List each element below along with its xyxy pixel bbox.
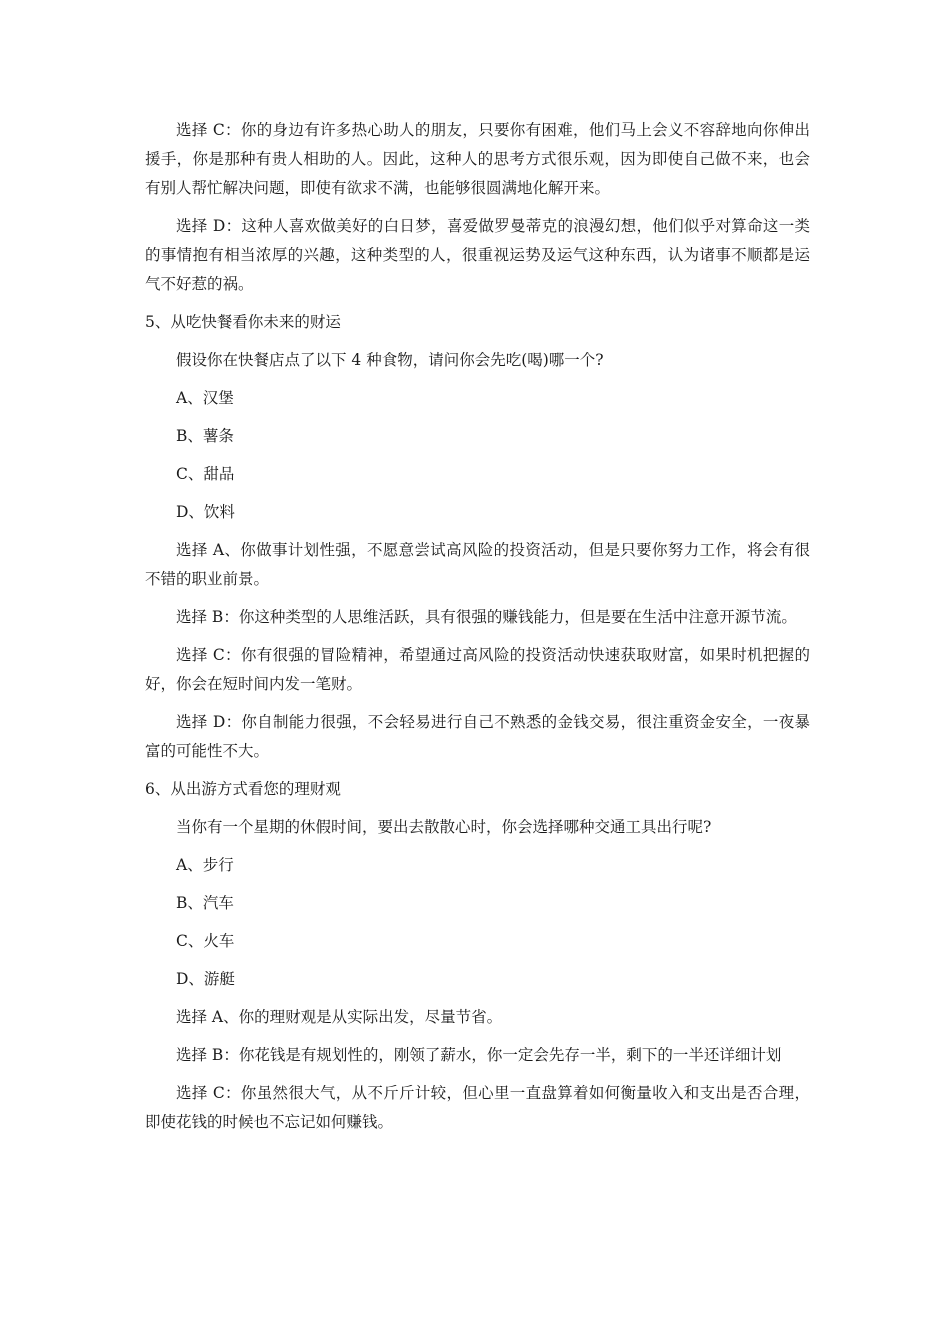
section6-result-a: 选择 A、你的理财观是从实际出发，尽量节省。 — [176, 1008, 503, 1026]
section6-question: 当你有一个星期的休假时间，要出去散散心时，你会选择哪种交通工具出行呢? — [176, 818, 712, 836]
section6-result-c: 选择 C：你虽然很大气，从不斤斤计较，但心里一直盘算着如何衡量收入和支出是否合理，即使花钱的时候也不忘记如何赚钱。 — [145, 1084, 810, 1131]
section6-result-b: 选择 B：你花钱是有规划性的，刚领了薪水，你一定会先存一半，剩下的一半还详细计划 — [176, 1046, 782, 1064]
section6-option-b: B、汽车 — [176, 894, 234, 912]
section4-choice-d: 选择 D：这种人喜欢做美好的白日梦，喜爱做罗曼蒂克的浪漫幻想，他们似乎对算命这一类的事情抱有相当浓厚的兴趣，这种类型的人，很重视运势及运气这种东西，认为诸事不顺都是运气不好惹的祸。 — [145, 217, 810, 293]
section6-option-a: A、步行 — [176, 856, 234, 874]
section5-heading: 5、从吃快餐看你未来的财运 — [145, 313, 341, 331]
section4-choice-c: 选择 C：你的身边有许多热心助人的朋友，只要你有困难，他们马上会义不容辞地向你伸出援手，你是那种有贵人相助的人。因此，这种人的思考方式很乐观，因为即使自己做不来，也会有别人帮忙解决问题，即使有欲求不满，也能够很圆满地化解开来。 — [145, 121, 810, 197]
section5-option-a: A、汉堡 — [176, 389, 234, 407]
section5-result-c: 选择 C：你有很强的冒险精神，希望通过高风险的投资活动快速获取财富，如果时机把握的好，你会在短时间内发一笔财。 — [145, 646, 810, 693]
section6-option-d: D、游艇 — [176, 970, 235, 988]
section5-result-a: 选择 A、你做事计划性强，不愿意尝试高风险的投资活动，但是只要你努力工作，将会有很不错的职业前景。 — [145, 541, 810, 588]
section6-heading: 6、从出游方式看您的理财观 — [145, 780, 341, 798]
section5-option-c: C、甜品 — [176, 465, 235, 483]
document-body — [145, 116, 810, 1146]
section5-question: 假设你在快餐店点了以下 4 种食物，请问你会先吃(喝)哪一个? — [176, 351, 604, 369]
section5-option-b: B、薯条 — [176, 427, 234, 445]
section5-option-d: D、饮料 — [176, 503, 235, 521]
section6-option-c: C、火车 — [176, 932, 235, 950]
section5-result-d: 选择 D：你自制能力很强，不会轻易进行自己不熟悉的金钱交易，很注重资金安全，一夜暴富的可能性不大。 — [145, 713, 810, 760]
section5-result-b: 选择 B：你这种类型的人思维活跃，具有很强的赚钱能力，但是要在生活中注意开源节流。 — [176, 608, 797, 626]
